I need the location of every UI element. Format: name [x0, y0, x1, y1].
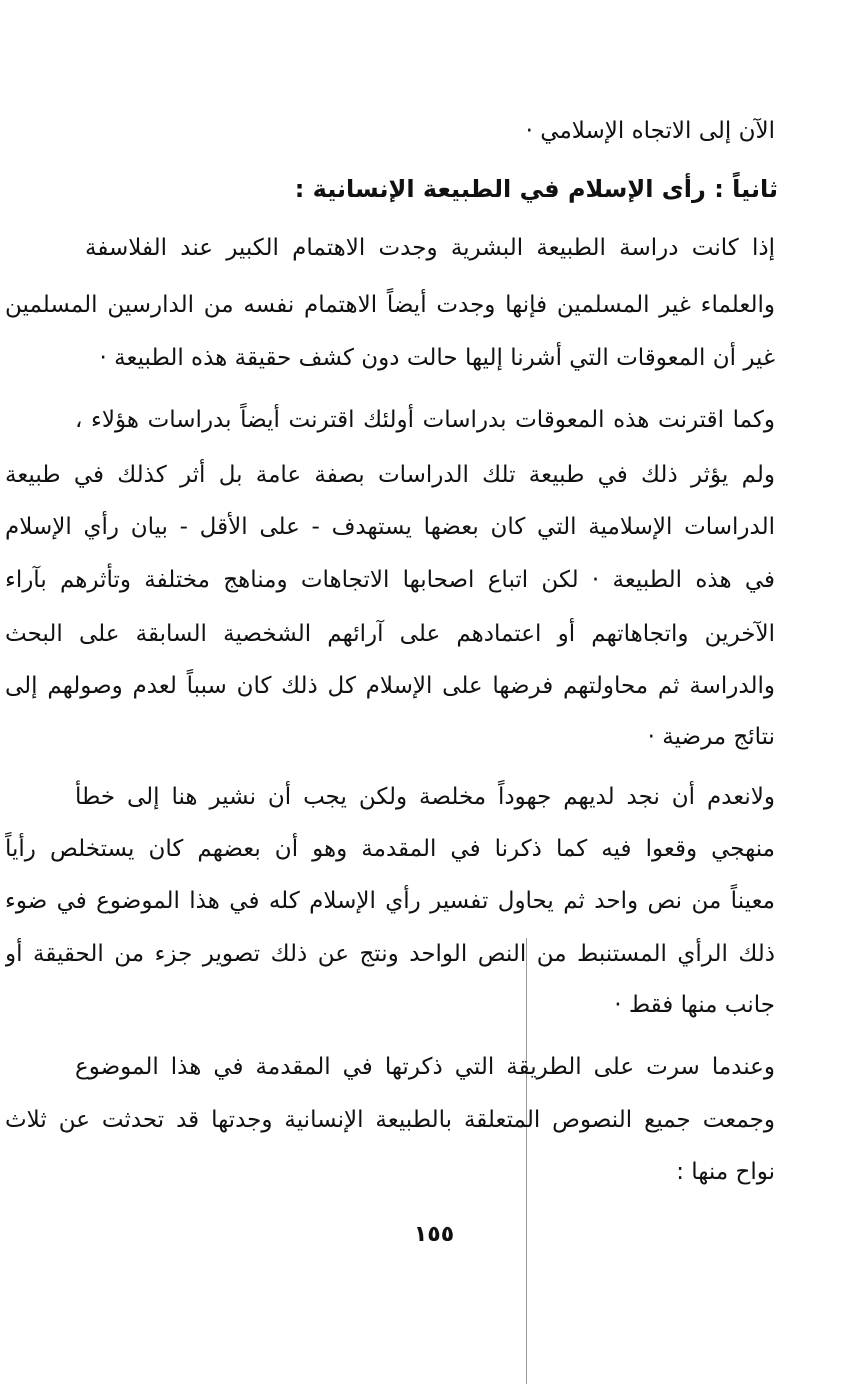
paragraph-3-line-3: معيناً من نص واحد ثم يحاول تفسير رأي الإسلام كله في هذا الموضوع في ضوء	[5, 888, 775, 914]
paragraph-4-line-3: نواح منها :	[676, 1159, 775, 1185]
paragraph-2-line-2: ولم يؤثر ذلك في طبيعة تلك الدراسات بصفة عامة بل أثر كذلك في طبيعة	[5, 462, 775, 488]
paragraph-3-line-2: منهجي وقعوا فيه كما ذكرنا في المقدمة وهو أن بعضهم كان يستخلص رأياً	[5, 836, 775, 862]
paragraph-1-line-1: إذا كانت دراسة الطبيعة البشرية وجدت الاهتمام الكبير عند الفلاسفة	[85, 235, 775, 261]
paragraph-3-line-5: جانب منها فقط ·	[614, 992, 775, 1018]
paragraph-2-line-4: في هذه الطبيعة · لكن اتباع اصحابها الاتجاهات ومناهج مختلفة وتأثرهم بآراء	[5, 567, 775, 593]
paragraph-2-line-6: والدراسة ثم محاولتهم فرضها على الإسلام كل ذلك كان سبباً لعدم وصولهم إلى	[5, 673, 775, 699]
paragraph-2-line-3: الدراسات الإسلامية التي كان بعضها يستهدف - على الأقل - بيان رأي الإسلام	[5, 514, 775, 540]
section-heading: ثانياً : رأى الإسلام في الطبيعة الإنسانية :	[294, 175, 778, 203]
paragraph-2-line-1: وكما اقترنت هذه المعوقات بدراسات أولئك اقترنت أيضاً بدراسات هؤلاء ،	[75, 407, 775, 433]
paragraph-3-line-4: ذلك الرأي المستنبط من النص الواحد ونتج عن ذلك تصوير جزء من الحقيقة أو	[5, 941, 775, 967]
paragraph-2-line-5: الآخرين واتجاهاتهم أو اعتمادهم على آرائهم الشخصية السابقة على البحث	[5, 621, 775, 647]
intro-line: الآن إلى الاتجاه الإسلامي ·	[525, 118, 775, 144]
paragraph-1-line-3: غير أن المعوقات التي أشرنا إليها حالت دون كشف حقيقة هذه الطبيعة ·	[99, 345, 775, 371]
page-number: ١٥٥	[413, 1222, 455, 1247]
paragraph-4-line-1: وعندما سرت على الطريقة التي ذكرتها في المقدمة في هذا الموضوع	[75, 1054, 775, 1080]
paragraph-3-line-1: ولانعدم أن نجد لديهم جهوداً مخلصة ولكن يجب أن نشير هنا إلى خطأ	[75, 784, 775, 810]
paragraph-2-line-7: نتائج مرضية ·	[647, 724, 775, 750]
paragraph-4-line-2: وجمعت جميع النصوص المتعلقة بالطبيعة الإنسانية وجدتها قد تحدثت عن ثلاث	[5, 1107, 775, 1133]
paragraph-1-line-2: والعلماء غير المسلمين فإنها وجدت أيضاً الاهتمام نفسه من الدارسين المسلمين	[5, 292, 775, 318]
